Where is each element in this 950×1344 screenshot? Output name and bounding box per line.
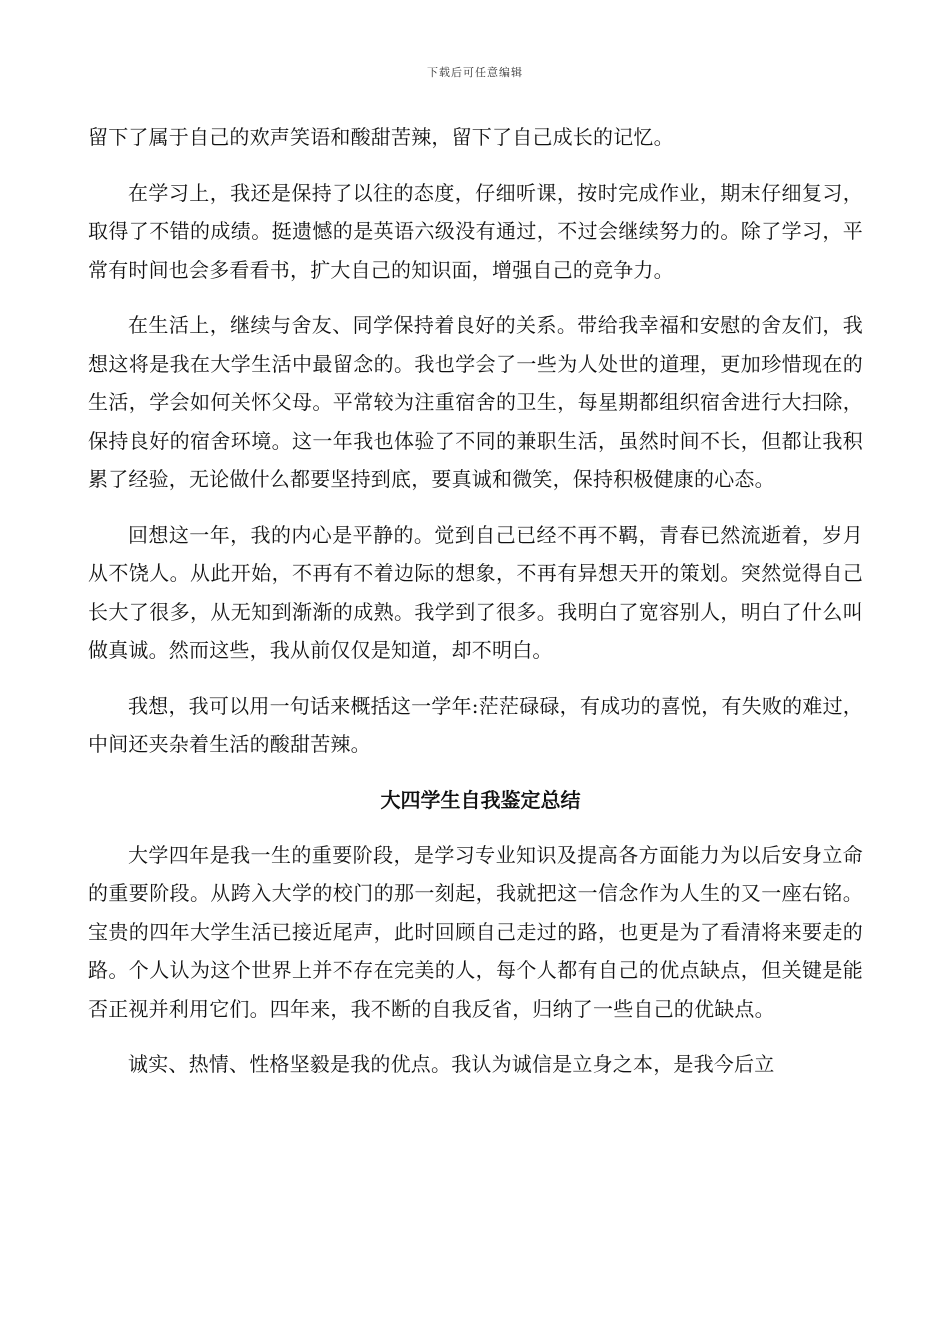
- paragraph-life: 在生活上，继续与舍友、同学保持着良好的关系。带给我幸福和安慰的舍友们，我想这将是我在大学生活中最留念的。我也学会了一些为人处世的道理，更加珍惜现在的生活，学会如何关怀父母。平常较为注重宿舍的卫生，每星期都组织宿舍进行大扫除，保持良好的宿舍环境。这一年我也体验了不同的兼职生活，虽然时间不长，但都让我积累了经验，无论做什么都要坚持到底，要真诚和微笑，保持积极健康的心态。: [88, 313, 863, 491]
- page-header-note: 下载后可任意编辑: [427, 66, 523, 79]
- document-body: [88, 118, 863, 1084]
- paragraph-four-years: 大学四年是我一生的重要阶段，是学习专业知识及提高各方面能力为以后安身立命的重要阶段。从跨入大学的校门的那一刻起，我就把这一信念作为人生的又一座右铭。宝贵的四年大学生活已接近尾声，此时回顾自己走过的路，也更是为了看清将来要走的路。个人认为这个世界上并不存在完美的人，每个人都有自己的优点缺点，但关键是能否正视并利用它们。四年来，我不断的自我反省，归纳了一些自己的优缺点。: [88, 842, 863, 1021]
- paragraph-strengths: 诚实、热情、性格坚毅是我的优点。我认为诚信是立身之本，是我今后立: [128, 1052, 775, 1076]
- paragraph-summary: 我想，我可以用一句话来概括这一学年:茫茫碌碌，有成功的喜悦，有失败的难过，中间还夹杂着生活的酸甜苦辣。: [88, 693, 863, 756]
- paragraph-study: 在学习上，我还是保持了以往的态度，仔细听课，按时完成作业，期末仔细复习，取得了不错的成绩。挺遗憾的是英语六级没有通过，不过会继续努力的。除了学习，平常有时间也会多看看书，扩大自己的知识面，增强自己的竞争力。: [88, 180, 863, 282]
- section-title: 大四学生自我鉴定总结: [380, 787, 581, 812]
- paragraph-reflection: 回想这一年，我的内心是平静的。觉到自己已经不再不羁，青春已然流逝着，岁月从不饶人。从此开始，不再有不着边际的想象，不再有异想天开的策划。突然觉得自己长大了很多，从无知到渐渐的成熟。我学到了很多。我明白了宽容别人，明白了什么叫做真诚。然而这些，我从前仅仅是知道，却不明白。: [88, 522, 863, 662]
- paragraph-continuation: 留下了属于自己的欢声笑语和酸甜苦辣，留下了自己成长的记忆。: [88, 125, 674, 149]
